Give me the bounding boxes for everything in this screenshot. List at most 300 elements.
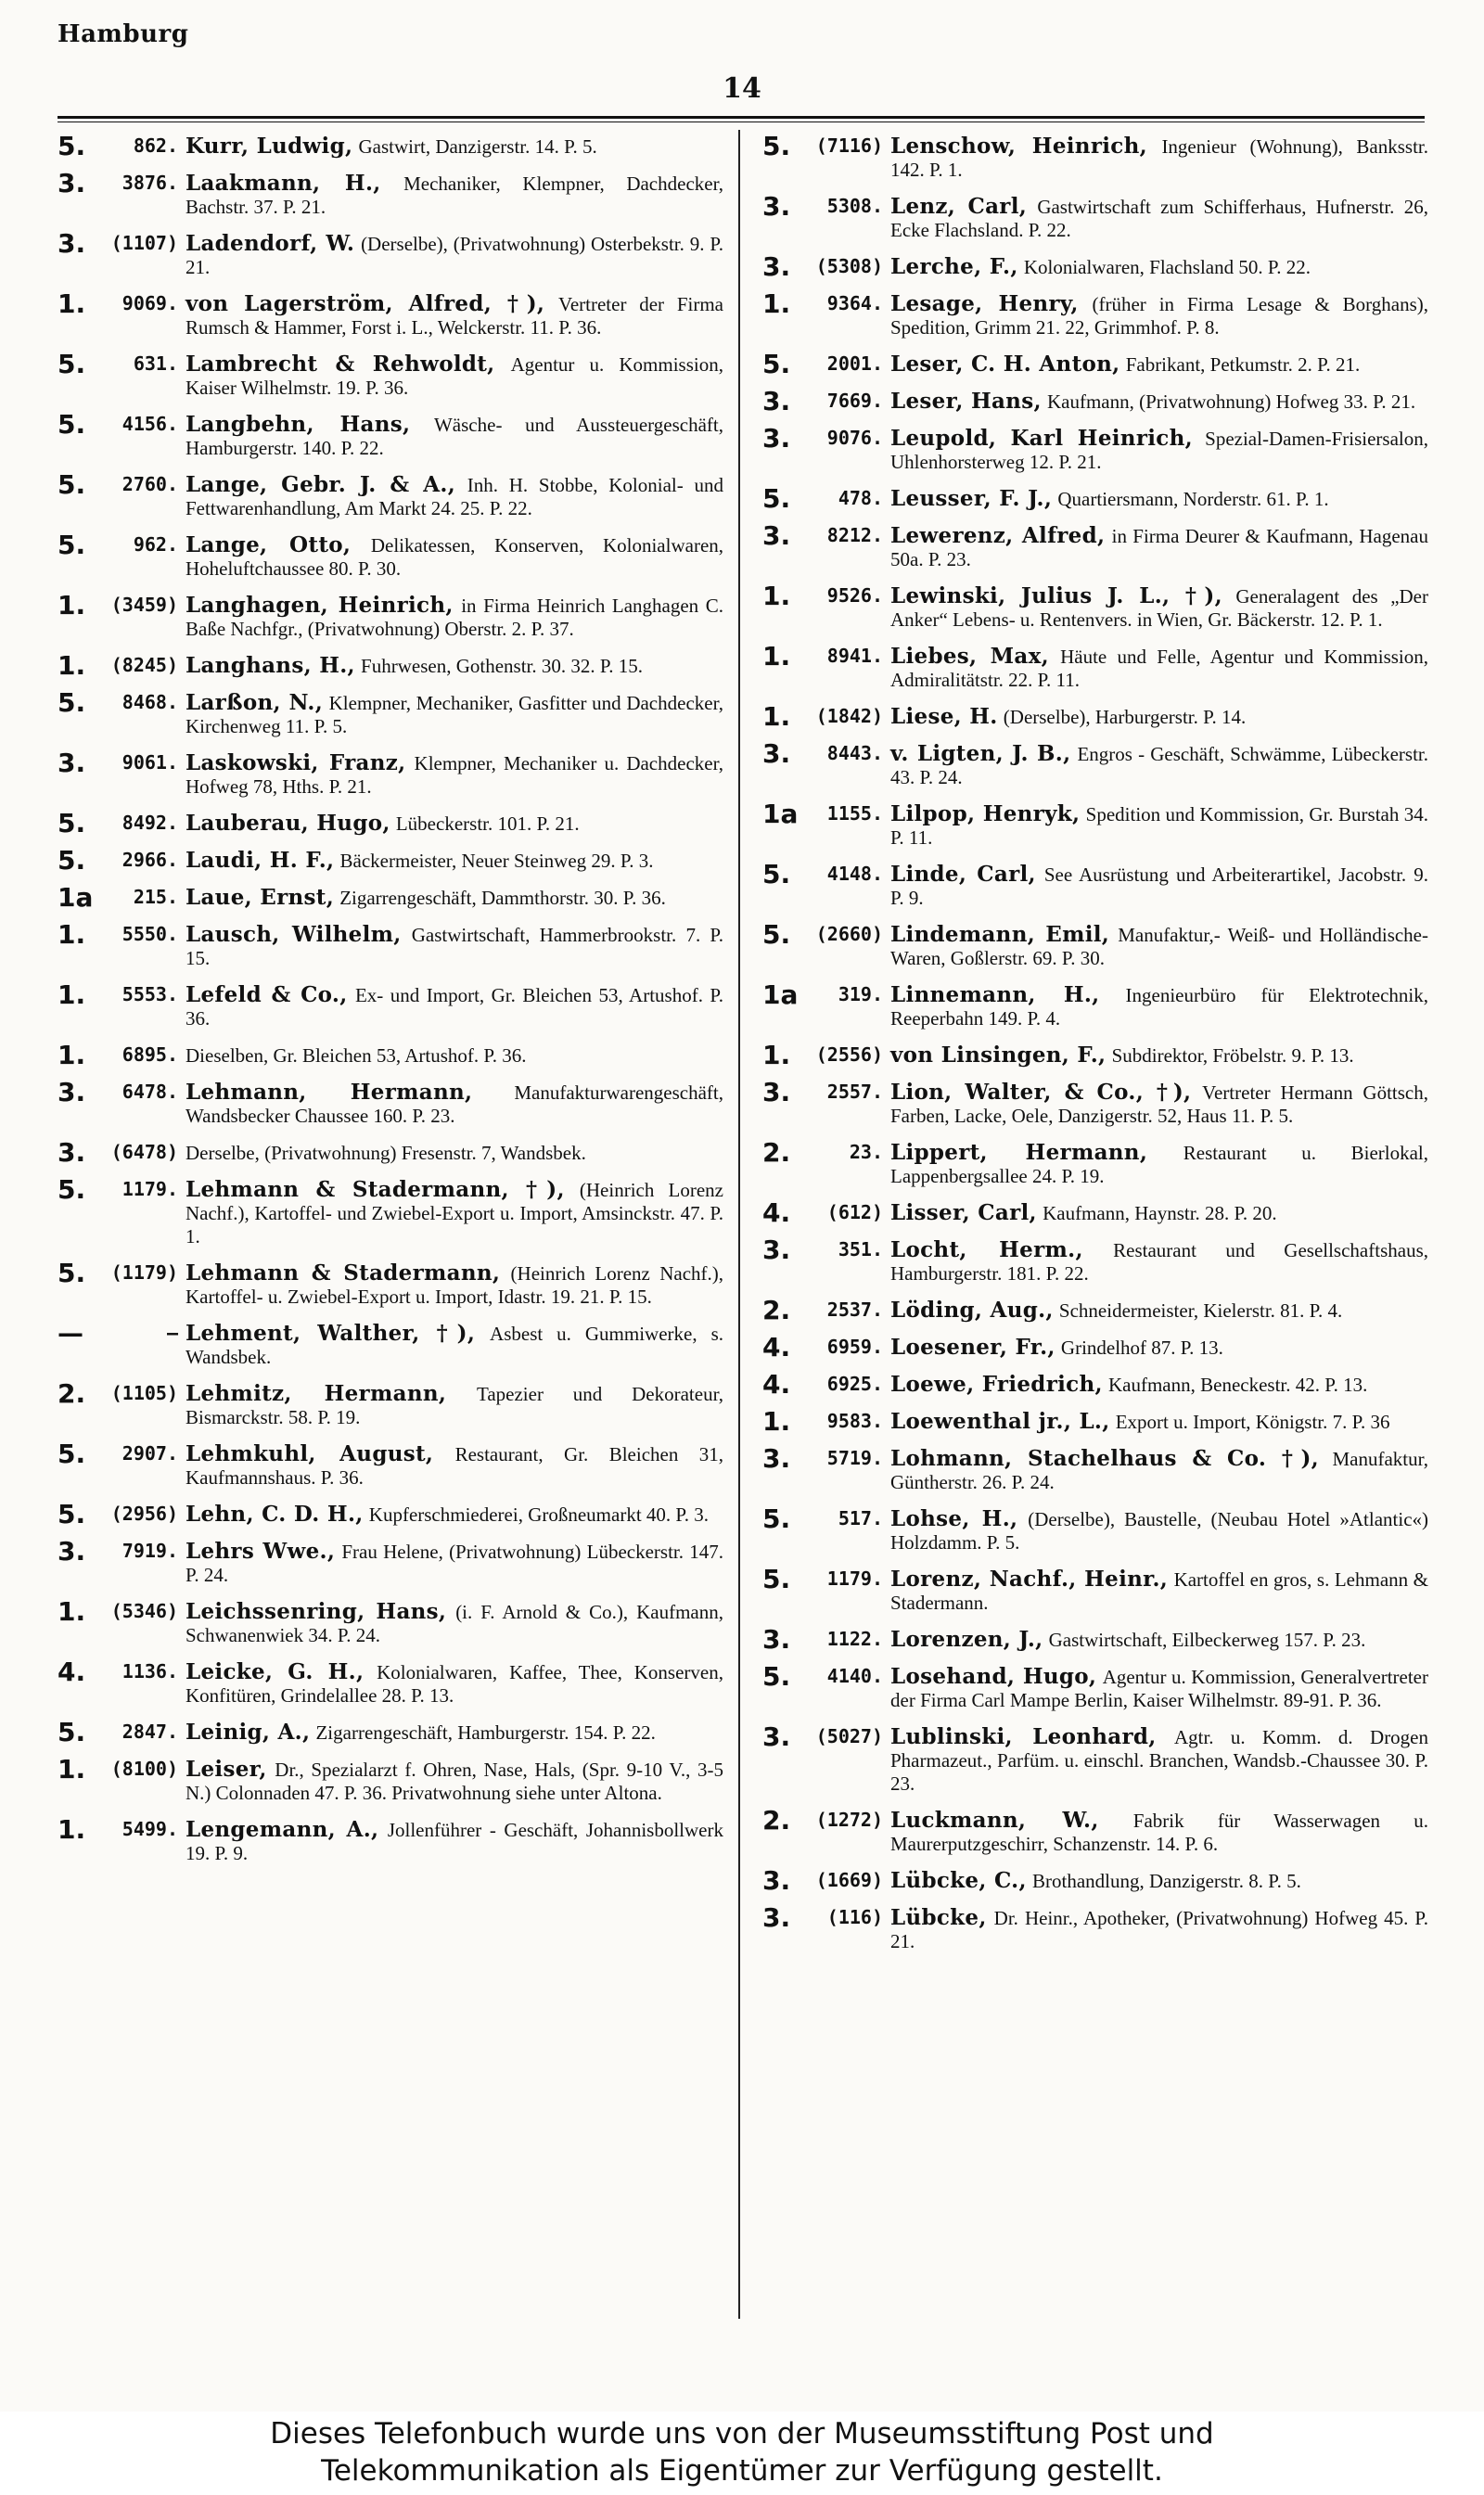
entry-phone-number: 8212.: [826, 524, 883, 546]
directory-entry: [58, 1754, 723, 1805]
entry-detail: Jollenführer - Geschäft, Johannisbollwerk 19. P. 9.: [186, 1819, 723, 1864]
entry-name: Lindemann, Emil,: [890, 922, 1110, 947]
entry-detail: Asbest u. Gummiwerke, s. Wandsbek.: [186, 1323, 723, 1368]
entry-zone: 1.: [58, 650, 86, 681]
directory-entry: [762, 423, 1428, 474]
entry-detail: Inh. H. Stobbe, Kolonial- und Fettwarenhandlung, Am Markt 24. 25. P. 22.: [186, 474, 723, 519]
directory-entry: [762, 520, 1428, 571]
entry-phone-number: 5550.: [122, 923, 178, 945]
entry-phone-number: 5308.: [826, 195, 883, 217]
entry-detail: Spezial-Damen-Frisiersalon, Uhlenhorsterweg 12. P. 21.: [890, 428, 1428, 473]
entry-zone: 4.: [762, 1332, 791, 1363]
entry-zone: 5.: [58, 131, 86, 161]
directory-entry: [762, 1661, 1429, 1712]
entry-phone-number: 8443.: [826, 742, 883, 764]
entry-zone: 5.: [762, 349, 791, 379]
entry-zone: 3.: [762, 738, 791, 769]
entry-detail: Restaurant und Gesellschaftshaus, Hamburgerstr. 181. P. 22.: [890, 1239, 1428, 1285]
directory-entry: [58, 1077, 724, 1128]
entry-name: Lorenzen, J.,: [890, 1627, 1043, 1652]
entry-phone-number: 5553.: [122, 983, 178, 1005]
entry-phone-number: 2966.: [122, 849, 178, 871]
entry-name: Loewenthal jr., L.,: [890, 1409, 1110, 1434]
entry-name: Lerche, F.,: [890, 254, 1018, 279]
entry-phone-number: 517.: [838, 1507, 883, 1529]
entry-name: Lehmann, Hermann,: [186, 1080, 473, 1105]
entry-detail: Fabrikant, Petkumstr. 2. P. 21.: [1125, 353, 1361, 376]
entry-phone-number: 9076.: [826, 427, 883, 449]
entry-detail: Kaufmann, (Privatwohnung) Hofweg 33. P. 21.: [1046, 390, 1416, 413]
directory-entry: [58, 845, 723, 876]
entry-zone: 5.: [762, 1503, 791, 1534]
entry-phone-number: 478.: [838, 487, 883, 509]
directory-entry: [58, 1439, 723, 1490]
page-number: 14: [723, 72, 761, 105]
entry-detail: Ingenieurbüro für Elektrotechnik, Reeperbahn 149. P. 4.: [890, 984, 1428, 1030]
entry-phone-number: 7669.: [826, 390, 883, 412]
entry-phone-number: 4148.: [826, 863, 883, 885]
entry-name: Lefeld & Co.,: [186, 982, 348, 1007]
entry-phone-number: (2956): [110, 1503, 178, 1525]
directory-entry: [58, 1536, 723, 1587]
entry-phone-number: (1669): [815, 1869, 883, 1891]
entry-name: Langhagen, Heinrich,: [186, 593, 454, 618]
entry-phone-number: (116): [826, 1906, 883, 1928]
entry-detail: Bäckermeister, Neuer Steinweg 29. P. 3.: [339, 850, 654, 872]
entry-detail: (Derselbe), Harburgerstr. P. 14.: [1003, 706, 1247, 728]
entry-phone-number: 6895.: [122, 1043, 178, 1066]
entry-name: von Linsingen, F.,: [890, 1043, 1107, 1068]
entry-zone: 3.: [58, 1077, 86, 1107]
directory-entry: [762, 386, 1428, 416]
entry-detail: Lübeckerstr. 101. P. 21.: [395, 812, 580, 835]
entry-zone: 5.: [58, 1499, 86, 1529]
entry-zone: 5.: [58, 349, 86, 379]
entry-phone-number: (7116): [815, 134, 883, 157]
entry-phone-number: 5719.: [826, 1447, 883, 1469]
directory-entry: [762, 701, 1428, 732]
entry-phone-number: 351.: [838, 1238, 883, 1260]
entry-name: Linnemann, H.,: [890, 982, 1100, 1007]
entry-name: Lehmann & Stadermann, †),: [186, 1177, 565, 1202]
directory-entry: [58, 131, 723, 161]
entry-detail: Agentur u. Kommission, Generalvertreter der Firma Carl Mampe Berlin, Kaiser Wilhelmstr. 89-91. P. 36.: [890, 1666, 1429, 1711]
entry-zone: 3.: [762, 1235, 791, 1265]
directory-entry: [58, 1814, 723, 1865]
directory-entry: [58, 409, 723, 460]
entry-name: Leser, C. H. Anton,: [890, 352, 1120, 377]
entry-detail: Derselbe, (Privatwohnung) Fresenstr. 7, Wandsbek.: [186, 1142, 586, 1164]
entry-phone-number: 2847.: [122, 1721, 178, 1743]
entry-name: Lehmann & Stadermann,: [186, 1260, 501, 1286]
entry-zone: 1.: [762, 1406, 791, 1437]
entry-name: Lohse, H.,: [890, 1506, 1018, 1531]
entry-name: Ladendorf, W.: [186, 231, 355, 256]
entry-phone-number: 1179.: [826, 1567, 883, 1590]
entry-detail: Kolonialwaren, Flachsland 50. P. 22.: [1023, 256, 1311, 278]
entry-name: Lange, Gebr. J. & A.,: [186, 472, 455, 497]
entry-zone: 3.: [762, 1443, 791, 1474]
entry-detail: (Derselbe), Baustelle, (Neubau Hotel »Atlantic«) Holzdamm. P. 5.: [890, 1508, 1429, 1554]
entry-name: Langhans, H.,: [186, 653, 355, 678]
entry-detail: Export u. Import, Königstr. 7. P. 36: [1115, 1411, 1390, 1433]
entry-detail: Tapezier und Dekorateur, Bismarckstr. 58. P. 19.: [186, 1383, 723, 1428]
directory-entry: [762, 581, 1428, 632]
entry-detail: (Heinrich Lorenz Nachf.), Kartoffel- u. Zwiebel-Export u. Import, Idastr. 19. 21. P. 15.: [186, 1262, 723, 1308]
directory-entry: [762, 288, 1428, 339]
entry-phone-number: 4140.: [826, 1665, 883, 1687]
entry-phone-number: 319.: [838, 983, 883, 1005]
entry-zone: 2.: [762, 1137, 791, 1168]
directory-entry: [58, 882, 723, 913]
entry-phone-number: (5308): [815, 255, 883, 277]
directory-entry: [58, 919, 724, 970]
entry-phone-number: 215.: [133, 886, 178, 908]
directory-entry: [762, 1564, 1429, 1615]
directory-entry: [58, 1596, 723, 1647]
entry-detail: Manufakturwarengeschäft, Wandsbecker Chaussee 160. P. 23.: [186, 1081, 724, 1127]
directory-entry: [762, 1721, 1429, 1796]
directory-entry: [762, 1805, 1428, 1856]
directory-entry: [58, 349, 723, 400]
left-column: [58, 131, 724, 1878]
entry-phone-number: 6959.: [826, 1336, 883, 1358]
entry-zone: 5.: [762, 131, 791, 161]
entry-phone-number: 9069.: [122, 292, 178, 314]
directory-entry: [762, 1077, 1429, 1128]
entry-phone-number: 9526.: [826, 584, 883, 607]
directory-entry: [58, 650, 723, 681]
entry-name: Lenschow, Heinrich,: [890, 134, 1147, 159]
column-divider: [738, 130, 740, 2319]
entry-zone: 1.: [58, 919, 86, 950]
entry-zone: 5.: [58, 469, 86, 500]
entry-detail: Frau Helene, (Privatwohnung) Lübeckerstr. 147. P. 24.: [186, 1541, 723, 1586]
entry-name: Lesage, Henry,: [890, 291, 1079, 316]
entry-zone: 1.: [762, 1040, 791, 1070]
entry-zone: 3.: [762, 1624, 791, 1655]
entry-name: Lengemann, A.,: [186, 1817, 379, 1842]
entry-zone: 3.: [762, 386, 791, 416]
directory-entry: [762, 1137, 1428, 1188]
entry-phone-number: 2001.: [826, 352, 883, 375]
entry-name: Liese, H.: [890, 704, 998, 729]
directory-entry: [762, 191, 1428, 242]
entry-phone-number: (612): [826, 1201, 883, 1223]
entry-phone-number: 9583.: [826, 1410, 883, 1432]
entry-detail: Grindelhof 87. P. 13.: [1060, 1337, 1223, 1359]
entry-name: Leichssenring, Hans,: [186, 1599, 447, 1624]
footer-line-1: Dieses Telefonbuch wurde uns von der Museumsstiftung Post und: [270, 2417, 1214, 2450]
entry-phone-number: (2660): [815, 923, 883, 945]
entry-zone: 1a: [762, 799, 799, 829]
entry-zone: 5.: [58, 1258, 86, 1288]
entry-phone-number: 6478.: [122, 1081, 178, 1103]
entry-zone: 3.: [762, 251, 791, 282]
entry-zone: 3.: [58, 1137, 86, 1168]
directory-entry: [762, 979, 1428, 1030]
entry-name: Lion, Walter, & Co., †),: [890, 1080, 1192, 1105]
entry-zone: 1.: [58, 288, 86, 319]
directory-entry: [762, 1332, 1428, 1363]
directory-entry: [762, 1295, 1428, 1325]
directory-entry: [58, 748, 723, 799]
entry-phone-number: 9364.: [826, 292, 883, 314]
entry-name: Langbehn, Hans,: [186, 412, 411, 437]
directory-entry: [58, 1040, 723, 1070]
directory-entry: [762, 1503, 1429, 1555]
entry-zone: 1.: [58, 1754, 86, 1785]
entry-name: Leicke, G. H.,: [186, 1659, 365, 1684]
entry-phone-number: (1107): [110, 232, 178, 254]
entry-zone: 1.: [762, 641, 791, 672]
entry-zone: 5.: [762, 1564, 791, 1594]
entry-zone: 1.: [762, 288, 791, 319]
entry-detail: (früher in Firma Lesage & Borghans), Spedition, Grimm 21. 22, Grimmhof. P. 8.: [890, 293, 1428, 339]
directory-entry: [58, 687, 723, 738]
entry-zone: 5.: [58, 808, 86, 838]
entry-phone-number: (1179): [110, 1261, 178, 1284]
entry-detail: Kartoffel en gros, s. Lehmann & Stadermann.: [890, 1568, 1429, 1614]
entry-phone-number: 2537.: [826, 1299, 883, 1321]
directory-entry: [58, 1499, 723, 1529]
entry-phone-number: (8100): [110, 1758, 178, 1780]
entry-detail: Agentur u. Kommission, Kaiser Wilhelmstr. 19. P. 36.: [186, 353, 723, 399]
entry-name: von Lagerström, Alfred, †),: [186, 291, 545, 316]
entry-zone: 5.: [762, 859, 791, 889]
entry-phone-number: 23.: [849, 1141, 883, 1163]
entry-name: Lehmitz, Hermann,: [186, 1381, 447, 1406]
entry-zone: 3.: [762, 1721, 791, 1752]
entry-detail: See Ausrüstung und Arbeiterartikel, Jacobstr. 9. P. 9.: [890, 864, 1428, 909]
entry-name: Leinig, A.,: [186, 1720, 311, 1745]
entry-detail: Kolonialwaren, Kaffee, Thee, Konserven, Konfitüren, Grindelallee 28. P. 13.: [186, 1661, 723, 1707]
entry-detail: Ingenieur (Wohnung), Banksstr. 142. P. 1.: [890, 135, 1428, 181]
entry-name: Lilpop, Henryk,: [890, 801, 1081, 826]
entry-detail: Subdirektor, Fröbelstr. 9. P. 13.: [1111, 1044, 1354, 1067]
entry-zone: 5.: [762, 483, 791, 514]
entry-name: Kurr, Ludwig,: [186, 134, 353, 159]
entry-phone-number: 631.: [133, 352, 178, 375]
entry-zone: 3.: [762, 1902, 791, 1933]
entry-name: Lange, Otto,: [186, 532, 352, 557]
entry-phone-number: 2907.: [122, 1442, 178, 1465]
entry-zone: 5.: [58, 530, 86, 560]
entry-phone-number: 6925.: [826, 1373, 883, 1395]
entry-zone: —: [58, 1318, 83, 1349]
entry-zone: 5.: [762, 919, 791, 950]
entry-zone: 5.: [58, 409, 86, 440]
entry-phone-number: 3876.: [122, 172, 178, 194]
running-head: Hamburg: [58, 20, 189, 48]
directory-entry: [762, 349, 1428, 379]
entry-detail: Mechaniker, Klempner, Dachdecker, Bachstr. 37. P. 21.: [186, 173, 723, 218]
entry-phone-number: (8245): [110, 654, 178, 676]
directory-entry: [762, 483, 1428, 514]
entry-name: Losehand, Hugo,: [890, 1664, 1097, 1689]
entry-detail: Generalagent des „Der Anker“ Lebens- u. Rentenvers. in Wien, Gr. Bäckerstr. 12. P. 1.: [890, 585, 1428, 631]
entry-detail: Quartiersmann, Norderstr. 61. P. 1.: [1057, 488, 1329, 510]
entry-name: Lewerenz, Alfred,: [890, 523, 1106, 548]
entry-detail: Kupferschmiederei, Großneumarkt 40. P. 3.: [368, 1503, 710, 1526]
entry-phone-number: 2760.: [122, 473, 178, 495]
entry-detail: Gastwirt, Danzigerstr. 14. P. 5.: [358, 135, 597, 158]
directory-entry: [58, 1657, 723, 1708]
entry-detail: Fabrik für Wasserwagen u. Maurerputzgeschirr, Schanzenstr. 14. P. 6.: [890, 1810, 1428, 1855]
directory-entry: [58, 979, 724, 1030]
entry-detail: Agtr. u. Komm. d. Drogen Pharmazeut., Parfüm. u. einschl. Branchen, Wandsb.-Chaussee 30. P. 23.: [890, 1726, 1429, 1795]
entry-detail: Restaurant, Gr. Bleichen 31, Kaufmannshaus. P. 36.: [186, 1443, 723, 1489]
entry-phone-number: (1272): [815, 1809, 883, 1831]
entry-detail: in Firma Deurer & Kaufmann, Hagenau 50a. P. 23.: [890, 525, 1428, 570]
directory-entry: [762, 1443, 1429, 1494]
entry-detail: Gastwirtschaft, Eilbeckerweg 157. P. 23.: [1048, 1629, 1366, 1651]
entry-zone: 4.: [762, 1369, 791, 1400]
entry-name: Loesener, Fr.,: [890, 1335, 1055, 1360]
entry-zone: 1.: [58, 1040, 86, 1070]
entry-phone-number: (6478): [110, 1141, 178, 1163]
directory-entry: [762, 131, 1428, 182]
directory-entry: [58, 808, 723, 838]
entry-name: v. Ligten, J. B.,: [890, 741, 1071, 766]
entry-detail: Ex- und Import, Gr. Bleichen 53, Artushof. P. 36.: [186, 984, 724, 1030]
entry-name: Lehment, Walther, †),: [186, 1321, 476, 1346]
entry-zone: 1.: [762, 581, 791, 611]
entry-phone-number: 1136.: [122, 1660, 178, 1683]
entry-phone-number: 1179.: [122, 1178, 178, 1200]
entry-name: Laudi, H. F.,: [186, 848, 335, 873]
entry-zone: 2.: [762, 1805, 791, 1836]
entry-phone-number: 8492.: [122, 812, 178, 834]
entry-phone-number: 8468.: [122, 691, 178, 713]
directory-entry: [58, 1137, 723, 1168]
directory-entry: [58, 168, 723, 219]
entry-zone: 5.: [58, 1717, 86, 1747]
entry-detail: Spedition und Kommission, Gr. Burstah 34. P. 11.: [890, 803, 1428, 849]
entry-name: Lorenz, Nachf., Heinr.,: [890, 1567, 1169, 1592]
header-rule: [58, 116, 1425, 119]
entry-name: Laue, Ernst,: [186, 885, 334, 910]
entry-zone: 1.: [58, 1596, 86, 1627]
entry-zone: 4.: [58, 1657, 86, 1687]
entry-zone: 3.: [762, 1077, 791, 1107]
directory-entry: [58, 469, 723, 520]
entry-name: Leser, Hans,: [890, 389, 1042, 414]
entry-detail: Dr., Spezialarzt f. Ohren, Nase, Hals, (Spr. 9-10 V., 3-5 N.) Colonnaden 47. P. 36. Privatwohnung siehe unter Altona.: [186, 1759, 723, 1804]
entry-detail: Dr. Heinr., Apotheker, (Privatwohnung) Hofweg 45. P. 21.: [890, 1907, 1429, 1952]
entry-phone-number: 1122.: [826, 1628, 883, 1650]
footer-line-2: Telekommunikation als Eigentümer zur Verfügung gestellt.: [321, 2454, 1163, 2488]
entry-detail: Gastwirtschaft zum Schifferhaus, Hufnerstr. 26, Ecke Flachsland. P. 22.: [890, 196, 1428, 241]
entry-detail: Wäsche- und Aussteuergeschäft, Hamburgerstr. 140. P. 22.: [186, 414, 723, 459]
entry-detail: Manufaktur,- Weiß- und Holländische-Waren, Goßlerstr. 69. P. 30.: [890, 924, 1428, 969]
directory-entry: [762, 919, 1428, 970]
entry-detail: (Derselbe), (Privatwohnung) Osterbekstr. 9. P. 21.: [186, 233, 723, 278]
entry-name: Lambrecht & Rehwoldt,: [186, 352, 495, 377]
entry-zone: 1.: [58, 979, 86, 1010]
entry-detail: Fuhrwesen, Gothenstr. 30. 32. P. 15.: [361, 655, 643, 677]
directory-entry: [762, 1235, 1428, 1286]
entry-detail: Restaurant u. Bierlokal, Lappenbergsallee 24. P. 19.: [890, 1142, 1428, 1187]
entry-name: Locht, Herm.,: [890, 1237, 1083, 1262]
entry-detail: Delikatessen, Konserven, Kolonialwaren, Hoheluftchaussee 80. P. 30.: [186, 534, 724, 580]
entry-phone-number: 7919.: [122, 1540, 178, 1562]
entry-phone-number: 5499.: [122, 1818, 178, 1840]
directory-entry: [58, 1378, 723, 1429]
entry-zone: 1a: [58, 882, 94, 913]
entry-zone: 5.: [58, 687, 86, 718]
entry-zone: 1.: [58, 590, 86, 621]
entry-zone: 5.: [58, 1174, 86, 1205]
directory-entry: [762, 1902, 1429, 1953]
entry-name: Lehrs Wwe.,: [186, 1539, 336, 1564]
entry-detail: Schneidermeister, Kielerstr. 81. P. 4.: [1058, 1299, 1343, 1322]
entry-detail: Vertreter der Firma Rumsch & Hammer, Forst i. L., Welckerstr. 11. P. 36.: [186, 293, 723, 339]
entry-zone: 5.: [58, 845, 86, 876]
directory-entry: [762, 799, 1428, 850]
entry-name: Liebes, Max,: [890, 644, 1049, 669]
directory-entry: [58, 288, 723, 339]
directory-entry: [58, 1174, 723, 1248]
entry-phone-number: 2557.: [826, 1081, 883, 1103]
directory-entry: [762, 1406, 1428, 1437]
entry-detail: Kaufmann, Haynstr. 28. P. 20.: [1043, 1202, 1277, 1224]
entry-name: Leusser, F. J.,: [890, 486, 1053, 511]
entry-phone-number: (5027): [815, 1725, 883, 1747]
entry-phone-number: (1842): [815, 705, 883, 727]
entry-name: Laskowski, Franz,: [186, 750, 406, 775]
entry-zone: 5.: [762, 1661, 791, 1692]
directory-entry: [762, 1624, 1428, 1655]
directory-entry: [762, 641, 1428, 692]
directory-entry: [58, 1318, 723, 1369]
entry-phone-number: (3459): [110, 594, 178, 616]
entry-name: Leupold, Karl Heinrich,: [890, 426, 1193, 451]
entry-phone-number: 9061.: [122, 751, 178, 774]
entry-detail: Zigarrengeschäft, Dammthorstr. 30. P. 36.: [339, 887, 666, 909]
entry-name: Lübcke,: [890, 1905, 987, 1930]
entry-name: Lehmkuhl, August,: [186, 1441, 434, 1466]
entry-name: Leiser,: [186, 1757, 267, 1782]
entry-name: Loewe, Friedrich,: [890, 1372, 1103, 1397]
entry-name: Lehn, C. D. H.,: [186, 1502, 364, 1527]
entry-phone-number: 4156.: [122, 413, 178, 435]
entry-zone: 4.: [762, 1197, 791, 1228]
entry-zone: 1.: [58, 1814, 86, 1845]
entry-zone: 1a: [762, 979, 799, 1010]
right-column: [762, 131, 1429, 1966]
entry-phone-number: 862.: [133, 134, 178, 157]
entry-name: Lauberau, Hugo,: [186, 811, 390, 836]
entry-name: Lenz, Carl,: [890, 194, 1028, 219]
entry-zone: 3.: [58, 1536, 86, 1567]
footer-notice: [0, 2412, 1484, 2495]
entry-zone: 3.: [762, 191, 791, 222]
entry-name: Löding, Aug.,: [890, 1298, 1054, 1323]
entry-phone-number: (5346): [110, 1600, 178, 1622]
entry-phone-number: 1155.: [826, 802, 883, 825]
entry-phone-number: 962.: [133, 533, 178, 556]
entry-zone: 3.: [762, 423, 791, 454]
entry-name: Lublinski, Leonhard,: [890, 1724, 1157, 1749]
entry-zone: 3.: [58, 228, 86, 259]
entry-name: Lohmann, Stachelhaus & Co. †),: [890, 1446, 1319, 1471]
directory-entry: [762, 738, 1429, 789]
entry-zone: 3.: [762, 520, 791, 551]
directory-entry: [762, 1040, 1428, 1070]
entry-name: Laakmann, H.,: [186, 171, 381, 196]
entry-detail: in Firma Heinrich Langhagen C. Baße Nachfgr., (Privatwohnung) Oberstr. 2. P. 37.: [186, 595, 724, 640]
